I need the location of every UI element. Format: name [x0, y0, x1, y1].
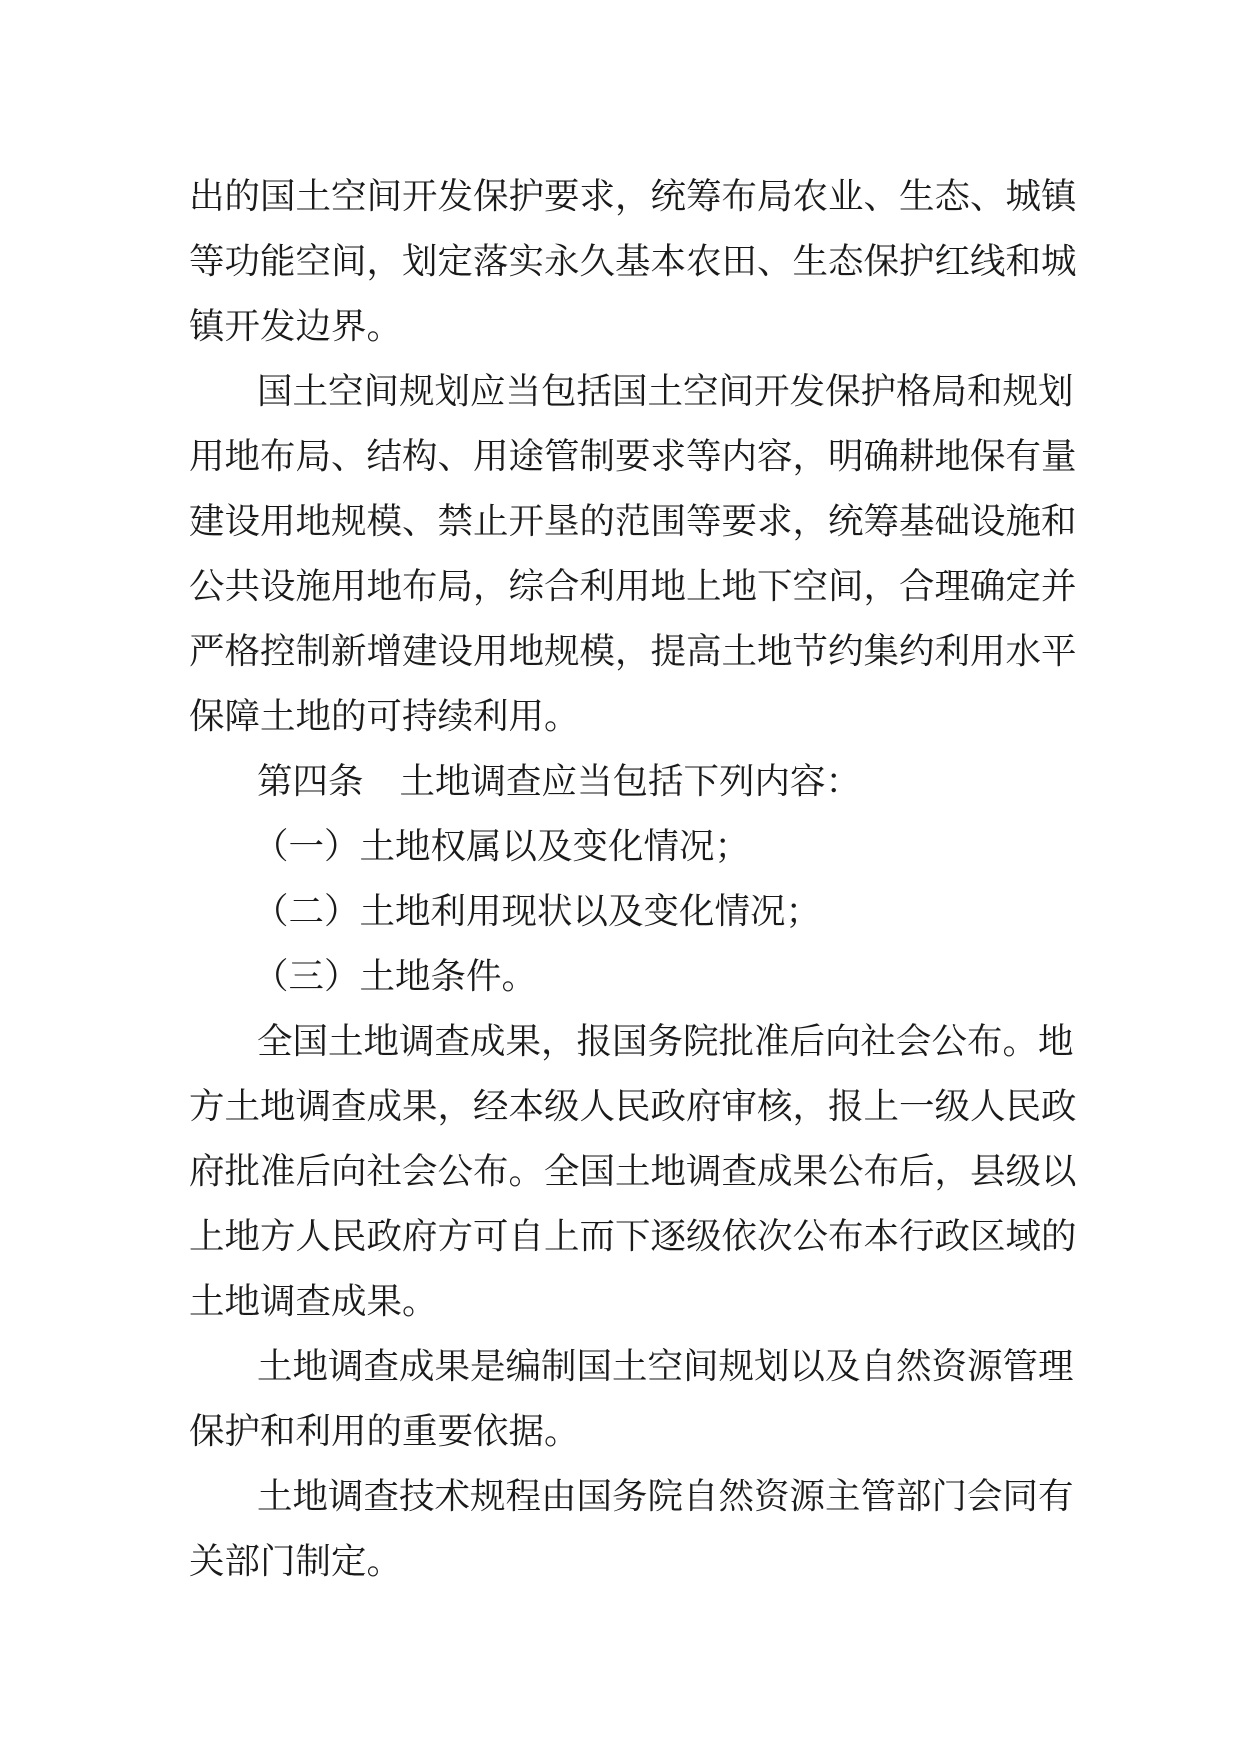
- list-item: （一）土地权属以及变化情况；: [253, 826, 751, 867]
- text-line: 土地调查技术规程由国务院自然资源主管部门会同有: [257, 1476, 1074, 1517]
- text-line: 国土空间规划应当包括国土空间开发保护格局和规划: [257, 371, 1074, 412]
- text-line: 建设用地规模、禁止开垦的范围等要求，统筹基础设施和: [189, 501, 1077, 542]
- text-line: 上地方人民政府方可自上而下逐级依次公布本行政区域的: [189, 1216, 1077, 1257]
- text-line: 公共设施用地布局，综合利用地上地下空间，合理确定并: [189, 566, 1077, 607]
- article-number: 第四条: [257, 761, 364, 802]
- text-line: 严格控制新增建设用地规模，提高土地节约集约利用水平: [189, 631, 1077, 672]
- text-line: 关部门制定。: [189, 1541, 403, 1582]
- list-item: （三）土地条件。: [253, 956, 538, 997]
- document-body: [189, 164, 1077, 1594]
- article-text: 土地调查应当包括下列内容：: [399, 761, 862, 802]
- text-line: 镇开发边界。: [189, 306, 403, 347]
- text-line: 土地调查成果。: [189, 1281, 438, 1322]
- text-line: 用地布局、结构、用途管制要求等内容，明确耕地保有量: [189, 436, 1077, 477]
- article-heading: [189, 749, 1059, 814]
- text-line: 等功能空间，划定落实永久基本农田、生态保护红线和城: [189, 241, 1077, 282]
- text-line: 出的国土空间开发保护要求，统筹布局农业、生态、城镇: [189, 176, 1077, 217]
- text-line: 全国土地调查成果，报国务院批准后向社会公布。地: [257, 1021, 1074, 1062]
- text-line: 土地调查成果是编制国土空间规划以及自然资源管理: [257, 1346, 1074, 1387]
- list-item: （二）土地利用现状以及变化情况；: [253, 891, 822, 932]
- text-line: 保护和利用的重要依据。: [189, 1411, 580, 1452]
- text-line: 方土地调查成果，经本级人民政府审核，报上一级人民政: [189, 1086, 1077, 1127]
- text-line: 保障土地的可持续利用。: [189, 696, 580, 737]
- text-line: 府批准后向社会公布。全国土地调查成果公布后，县级以: [189, 1151, 1077, 1192]
